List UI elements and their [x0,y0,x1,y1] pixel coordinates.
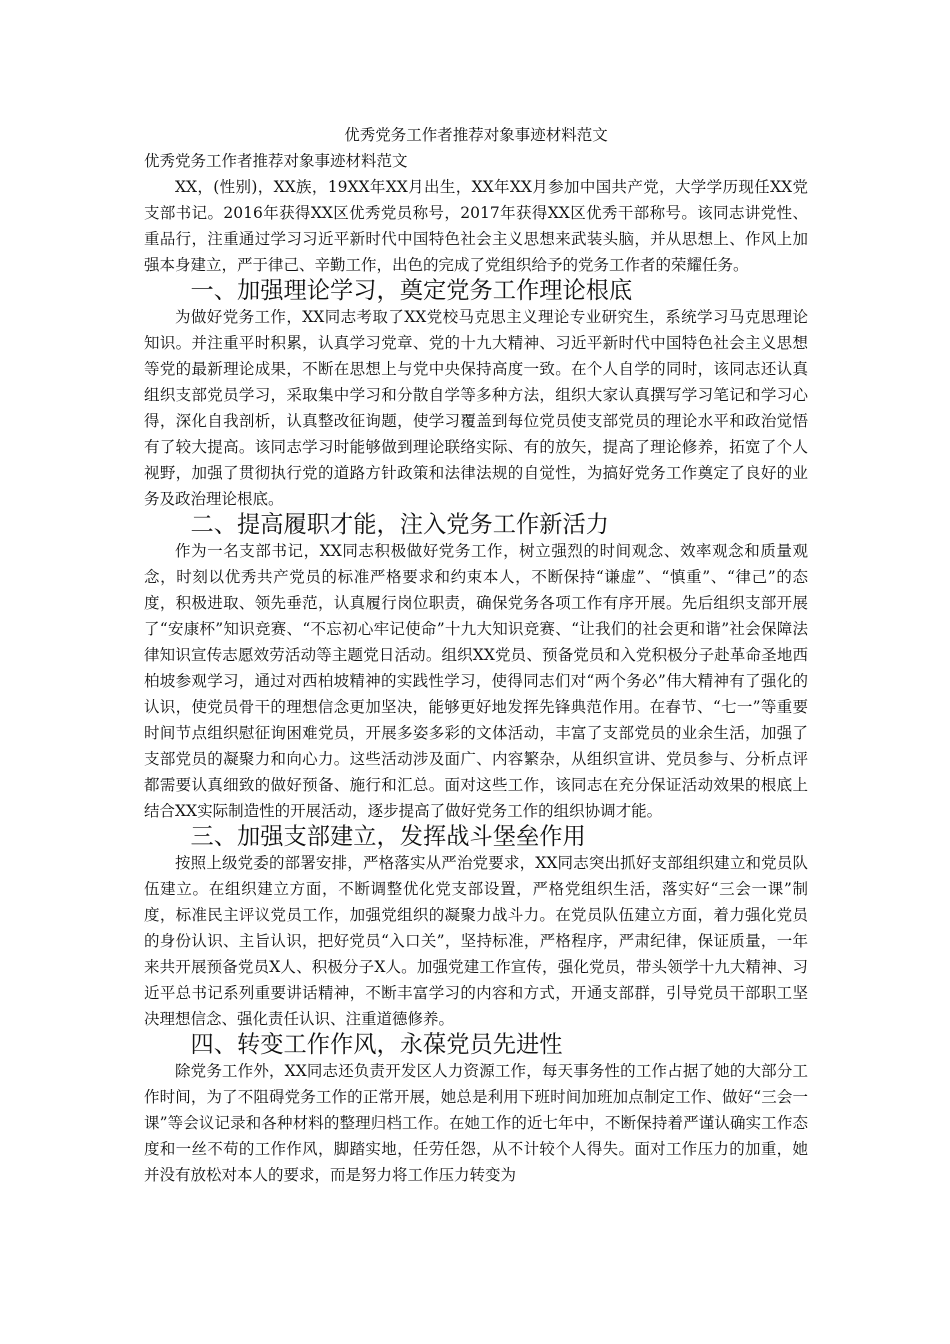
section-heading-1: 一、加强理论学习，奠定党务工作理论根底 [190,277,633,304]
section-body-2: 作为一名支部书记，XX同志积极做好党务工作，树立强烈的时间观念、效率观念和质量观念，时刻以优秀共产党员的标准严格要求和约束本人，不断保持“谦虚”、“慎重”、“律己”的态度，积极进取、领先垂范，认真履行岗位职责，确保党务各项工作有序开展。先后组织支部开展了“安康杯”知识竞赛、“不忘初心牢记使命”十九大知识竞赛、“让我们的社会更和谐”社会保障法律知识宣传志愿效劳活动等主题党日活动。组织XX党员、预备党员和入党积极分子赴革命圣地西柏坡参观学习，通过对西柏坡精神的实践性学习，使得同志们对“两个务必”伟大精神有了强化的认识，使党员骨干的理想信念更加坚决，能够更好地发挥先锋典范作用。在春节、“七一”等重要时间节点组织慰征询困难党员，开展多姿多彩的文体活动，丰富了支部党员的业余生活，加强了支部党员的凝聚力和向心力。这些活动涉及面广、内容繁杂，从组织宣讲、党员参与、分析点评都需要认真细致的做好预备、施行和汇总。面对这些工作，该同志在充分保证活动效果的根底上结合XX实际制造性的开展活动，逐步提高了做好党务工作的组织协调才能。 [144,542,808,820]
section-body-4: 除党务工作外，XX同志还负责开发区人力资源工作，每天事务性的工作占据了她的大部分工作时间，为了不阻碍党务工作的正常开展，她总是利用下班时间加班加点制定工作、做好“三会一课”等会议记录和各种材料的整理归档工作。在她工作的近七年中，不断保持着严谨认确实工作态度和一丝不苟的工作作风，脚踏实地，任劳任怨，从不计较个人得失。面对工作压力的加重，她并没有放松对本人的要求，而是努力将工作压力转变为 [144,1062,808,1184]
section-body-1: 为做好党务工作，XX同志考取了XX党校马克思主义理论专业研究生，系统学习马克思理论知识。并注重平时积累，认真学习党章、党的十九大精神、习近平新时代中国特色社会主义思想等党的最新理论成果，不断在思想上与党中央保持高度一致。在个人自学的同时，该同志还认真组织支部党员学习，采取集中学习和分散自学等多种方法，组织大家认真撰写学习笔记和学习心得，深化自我剖析，认真整改征询题，使学习覆盖到每位党员使支部党员的理论水平和政治觉悟有了较大提高。该同志学习时能够做到理论联络实际、有的放矢，提高了理论修养，拓宽了个人视野，加强了贯彻执行党的道路方针政策和法律法规的自觉性，为搞好党务工作奠定了良好的业务及政治理论根底。 [144,308,808,508]
section-heading-2: 二、提高履职才能，注入党务工作新活力 [190,511,610,538]
section-heading-4: 四、转变工作作风，永葆党员先进性 [190,1031,563,1058]
section-body-3: 按照上级党委的部署安排，严格落实从严治党要求，XX同志突出抓好支部组织建立和党员队伍建立。在组织建立方面，不断调整优化党支部设置，严格党组织生活，落实好“三会一课”制度，标准民主评议党员工作，加强党组织的凝聚力战斗力。在党员队伍建立方面，着力强化党员的身份认识、主旨认识，把好党员“入口关”，坚持标准，严格程序，严肃纪律，保证质量，一年来共开展预备党员X人、积极分子X人。加强党建工作宣传，强化党员，带头领学十九大精神、习近平总书记系列重要讲话精神，不断丰富学习的内容和方式，开通支部群，引导党员干部职工坚决理想信念、强化责任认识、注重道德修养。 [144,854,808,1028]
document-subtitle: 优秀党务工作者推荐对象事迹材料范文 [144,152,408,170]
document-body [144,122,808,1188]
section-heading-3: 三、加强支部建立，发挥战斗堡垒作用 [190,823,586,850]
document-title: 优秀党务工作者推荐对象事迹材料范文 [344,126,608,144]
intro-paragraph: XX，(性别)，XX族，19XX年XX月出生，XX年XX月参加中国共产党，大学学历现任XX党支部书记。2016年获得XX区优秀党员称号，2017年获得XX区优秀干部称号。该同志讲党性、重品行，注重通过学习习近平新时代中国特色社会主义思想来武装头脑，并从思想上、作风上加强本身建立，严于律己、辛勤工作，出色的完成了党组织给予的党务工作者的荣耀任务。 [144,178,808,274]
